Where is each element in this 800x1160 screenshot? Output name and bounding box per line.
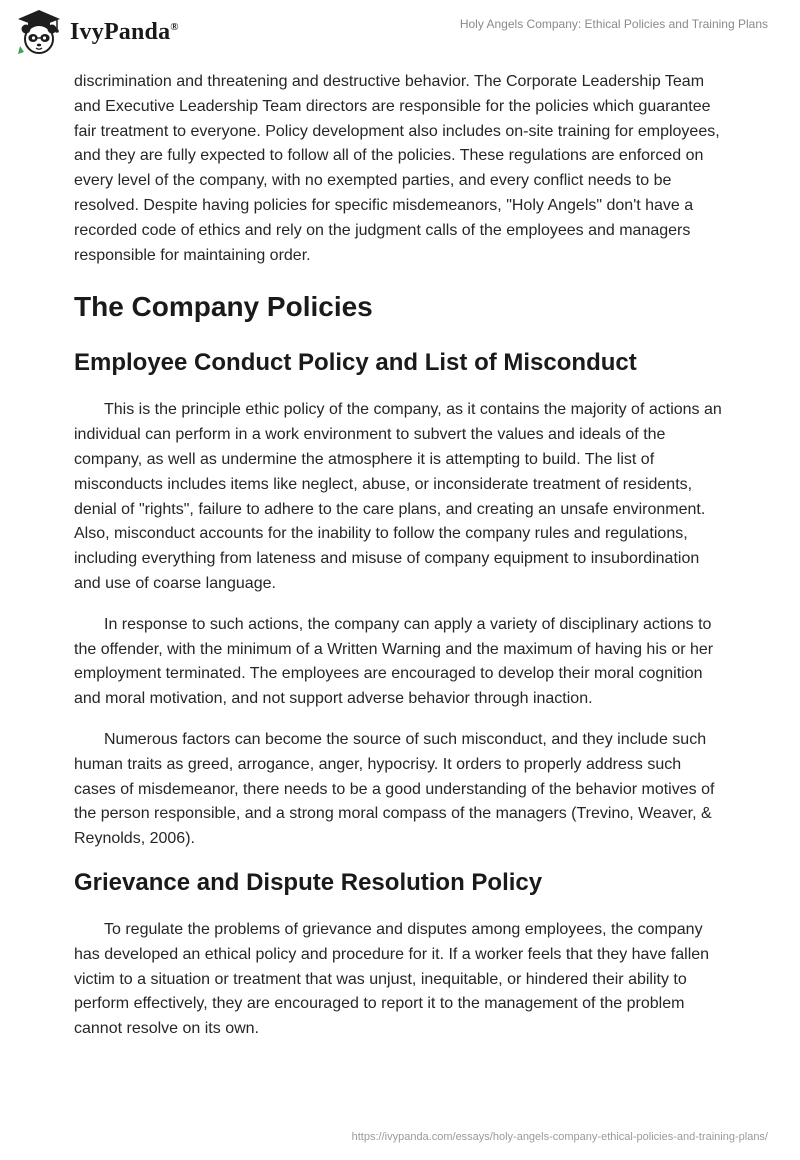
conduct-paragraph-1: This is the principle ethic policy of the company, as it contains the majority of actions an individual can perform in a work environment to subvert the values and ideals of the company, as well as undermine the atmosphere it is attempting to build. The list of misconducts includes items like neglect, abuse, or inconsiderate treatment of residents, denial of "rights", failure to adhere to the care plans, and creating an unsafe environment. Also, misconduct accounts for the inability to follow the company rules and regulations, including everything from lateness and misuse of company equipment to insubordination and use of coarse language. <box>74 401 722 592</box>
subsection-heading-grievance: Grievance and Dispute Resolution Policy <box>74 868 543 896</box>
conduct-paragraph-3: Numerous factors can become the source of such misconduct, and they include such human traits as greed, arrogance, anger, hypocrisy. It orders to properly address such cases of misdemeanor, there needs to be a good understanding of the behavior motives of the person responsible, and a strong moral compass of the managers (Trevino, Weaver, & Reynolds, 2006). <box>74 730 715 848</box>
grievance-paragraph-1: To regulate the problems of grievance and disputes among employees, the company has developed an ethical policy and procedure for it. If a worker feels that they have fallen victim to a situation or treatment that was unjust, inequitable, or hindered their ability to perform effectively, they are encouraged to report it to the management of the problem cannot resolve on its own. <box>74 920 710 1038</box>
brand-name <box>70 19 179 46</box>
panda-graduate-icon <box>14 8 64 56</box>
source-url[interactable]: https://ivypanda.com/essays/holy-angels-company-ethical-policies-and-training-plans/ <box>351 1131 768 1143</box>
conduct-paragraph-2: In response to such actions, the company can apply a variety of disciplinary actions to the offender, with the minimum of a Written Warning and the maximum of having his or her employment terminated. The employees are encouraged to develop their moral cognition and moral motivation, and not support adverse behavior through inaction. <box>74 615 714 708</box>
document-title: Holy Angels Company: Ethical Policies and Training Plans <box>459 17 768 31</box>
ivypanda-logo[interactable] <box>14 8 179 56</box>
subsection-heading-conduct: Employee Conduct Policy and List of Misconduct <box>74 349 637 377</box>
brand-text: IvyPanda <box>70 18 171 45</box>
intro-paragraph: discrimination and threatening and destructive behavior. The Corporate Leadership Team and Executive Leadership Team directors are responsible for the policies which guarantee fair treatment to everyone. Policy development also includes on-site training for employees, and they are fully expected to follow all of the policies. These regulations are enforced on every level of the company, with no exempted parties, and every conflict needs to be resolved. Despite having policies for specific misdemeanors, "Holy Angels" don't have a recorded code of ethics and rely on the judgment calls of the employees and managers responsible for maintaining order. <box>74 73 720 264</box>
registered-mark: ® <box>170 20 179 33</box>
page-header <box>0 0 800 70</box>
article-body <box>74 70 724 1058</box>
section-heading: The Company Policies <box>74 291 373 323</box>
